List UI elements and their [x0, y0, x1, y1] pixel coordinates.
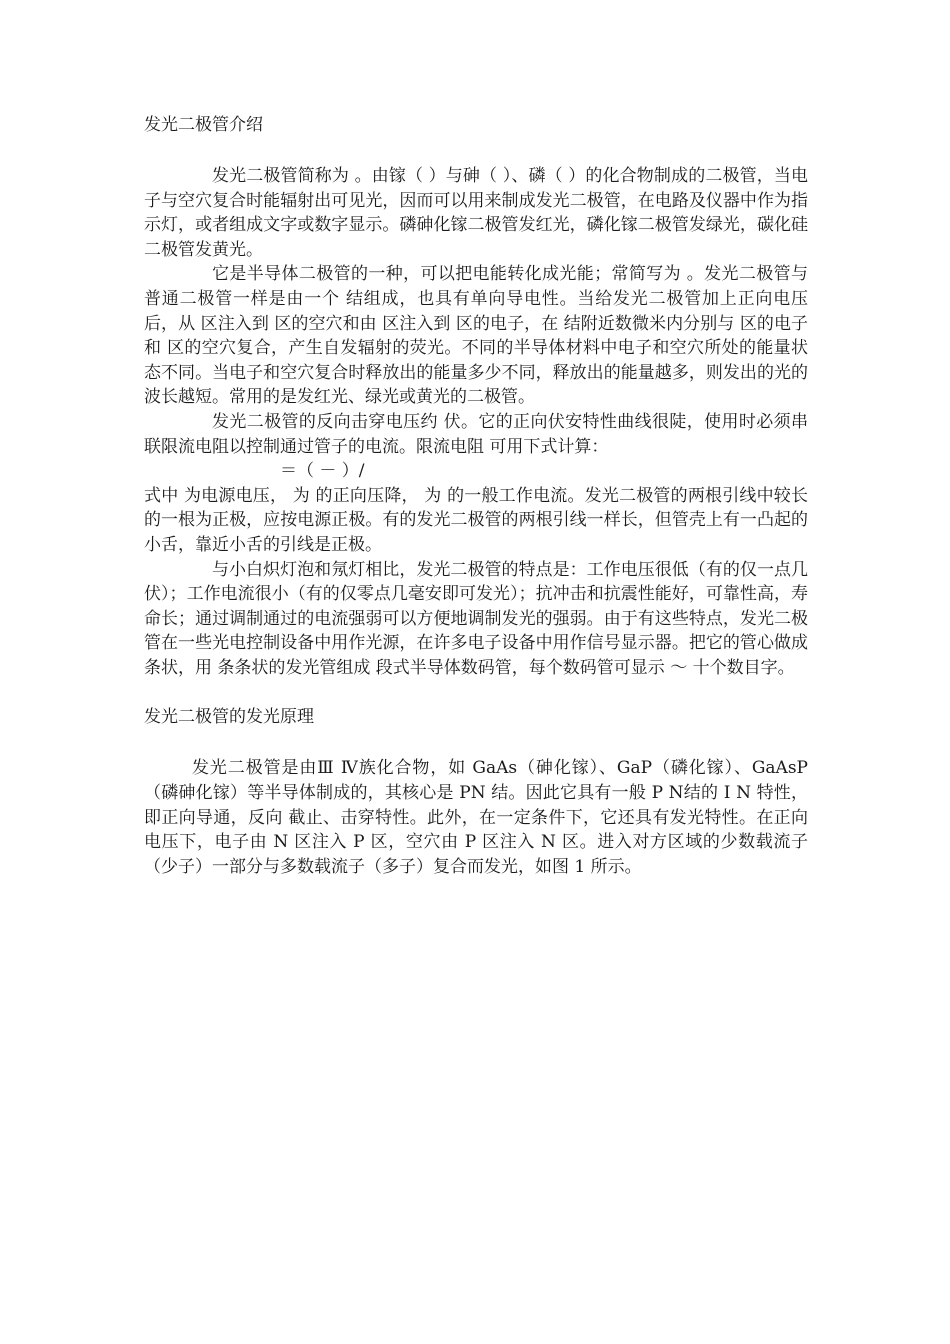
document-title: 发光二极管介绍 — [144, 115, 263, 135]
document-page — [144, 112, 808, 879]
resistor-formula: ＝（ － ）/ — [280, 461, 365, 482]
paragraph-2: 它是半导体二极管的一种，可以把电能转化成光能；常简写为 。发光二极管与普通二极管一样是由一个 结组成，也具有单向导电性。当给发光二极管加上正向电压后，从 区注入到 区的空穴和由 区注入到 区的电子，在 结附近数微米内分别与 区的电子和 区的空穴复合，产生自发辐射的荧光。不同的半导体材料中电子和空穴所处的能量状态不同。当电子和空穴复合时释放出的能量多少不同，释放出的能量越多，则发出的光的波长越短。常用的是发红光、绿光或黄光的二极管。 — [144, 264, 808, 408]
paragraph-1: 发光二极管简称为 。由镓（ ）与砷（ ）、磷（ ）的化合物制成的二极管，当电子与空穴复合时能辐射出可见光，因而可以用来制成发光二极管，在电路及仪器中作为指示灯，或者组成文字或数字显示。磷砷化镓二极管发红光，磷化镓二极管发绿光，碳化硅二极管发黄光。 — [144, 166, 808, 260]
principle-paragraph: 发光二极管是由Ⅲ Ⅳ族化合物，如 GaAs（砷化镓）、GaP（磷化镓）、GaAsP（磷砷化镓）等半导体制成的，其核心是 PN 结。因此它具有一般 P N结的 I N 特性，即正向导通，反向 截止、击穿特性。此外，在一定条件下，它还具有发光特性。在正向电压下，电子由 N 区注入 P 区，空穴由 P 区注入 N 区。进入对方区域的少数载流子（少子）一部分与多数载流子（多子）复合而发光，如图 1 所示。 — [144, 758, 808, 877]
section2-title: 发光二极管的发光原理 — [144, 707, 314, 728]
paragraph-3: 发光二极管的反向击穿电压约 伏。它的正向伏安特性曲线很陡，使用时必须串联限流电阻以控制通过管子的电流。限流电阻 可用下式计算： — [144, 411, 808, 457]
intro-section — [144, 164, 808, 680]
principle-section — [144, 756, 808, 879]
paragraph-5: 与小白炽灯泡和氖灯相比，发光二极管的特点是：工作电压很低（有的仅一点几伏）；工作电流很小（有的仅零点几毫安即可发光）；抗冲击和抗震性能好，可靠性高，寿命长；通过调制通过的电流强弱可以方便地调制发光的强弱。由于有这些特点，发光二极管在一些光电控制设备中用作光源，在许多电子设备中用作信号显示器。把它的管心做成条状，用 条条状的发光管组成 段式半导体数码管，每个数码管可显示 ～ 十个数目字。 — [144, 559, 808, 678]
paragraph-4: 式中 为电源电压， 为 的正向压降， 为 的一般工作电流。发光二极管的两根引线中较长的一根为正极，应按电源正极。有的发光二极管的两根引线一样长，但管壳上有一凸起的小舌，靠近小舌的引线是正极。 — [144, 485, 808, 555]
